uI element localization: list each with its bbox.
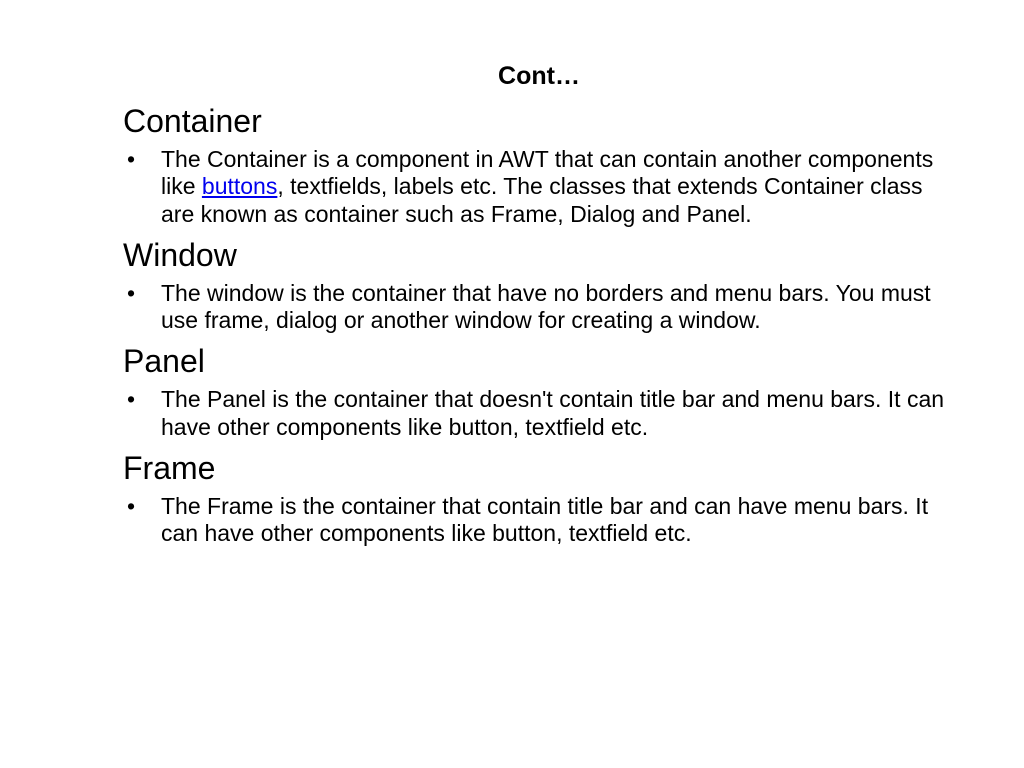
slide-title: Cont… bbox=[498, 62, 580, 90]
slide-content bbox=[123, 102, 953, 556]
bullet-panel bbox=[123, 386, 953, 441]
bullet-dot-icon: • bbox=[127, 279, 136, 306]
bullet-window-text: The window is the container that have no borders and menu bars. You must use frame, dialog or another window for creating a window. bbox=[161, 279, 931, 334]
bullet-dot-icon: • bbox=[127, 146, 136, 172]
heading-panel: Panel bbox=[123, 343, 205, 380]
buttons-link[interactable]: buttons bbox=[201, 173, 278, 200]
heading-container: Container bbox=[123, 103, 262, 139]
bullet-panel-text: The Panel is the container that doesn't contain title bar and menu bars. It can have other components like button, textfield etc. bbox=[161, 386, 945, 440]
bullet-container bbox=[123, 146, 953, 228]
bullet-frame-text: The Frame is the container that contain title bar and can have menu bars. It can have other components like button, textfield etc. bbox=[161, 493, 929, 547]
bullet-window bbox=[123, 280, 953, 335]
bullet-dot-icon: • bbox=[127, 493, 136, 520]
heading-window: Window bbox=[123, 236, 237, 273]
bullet-container-text-after: , textfields, labels etc. The classes that extends Container class are known as container such as Frame, Dialog and Panel. bbox=[161, 173, 923, 227]
bullet-container-text-before: The Container is a component in AWT that can contain another components like bbox=[161, 146, 934, 200]
bullet-frame bbox=[123, 493, 953, 548]
bullet-dot-icon: • bbox=[127, 386, 136, 413]
heading-frame: Frame bbox=[123, 450, 216, 487]
